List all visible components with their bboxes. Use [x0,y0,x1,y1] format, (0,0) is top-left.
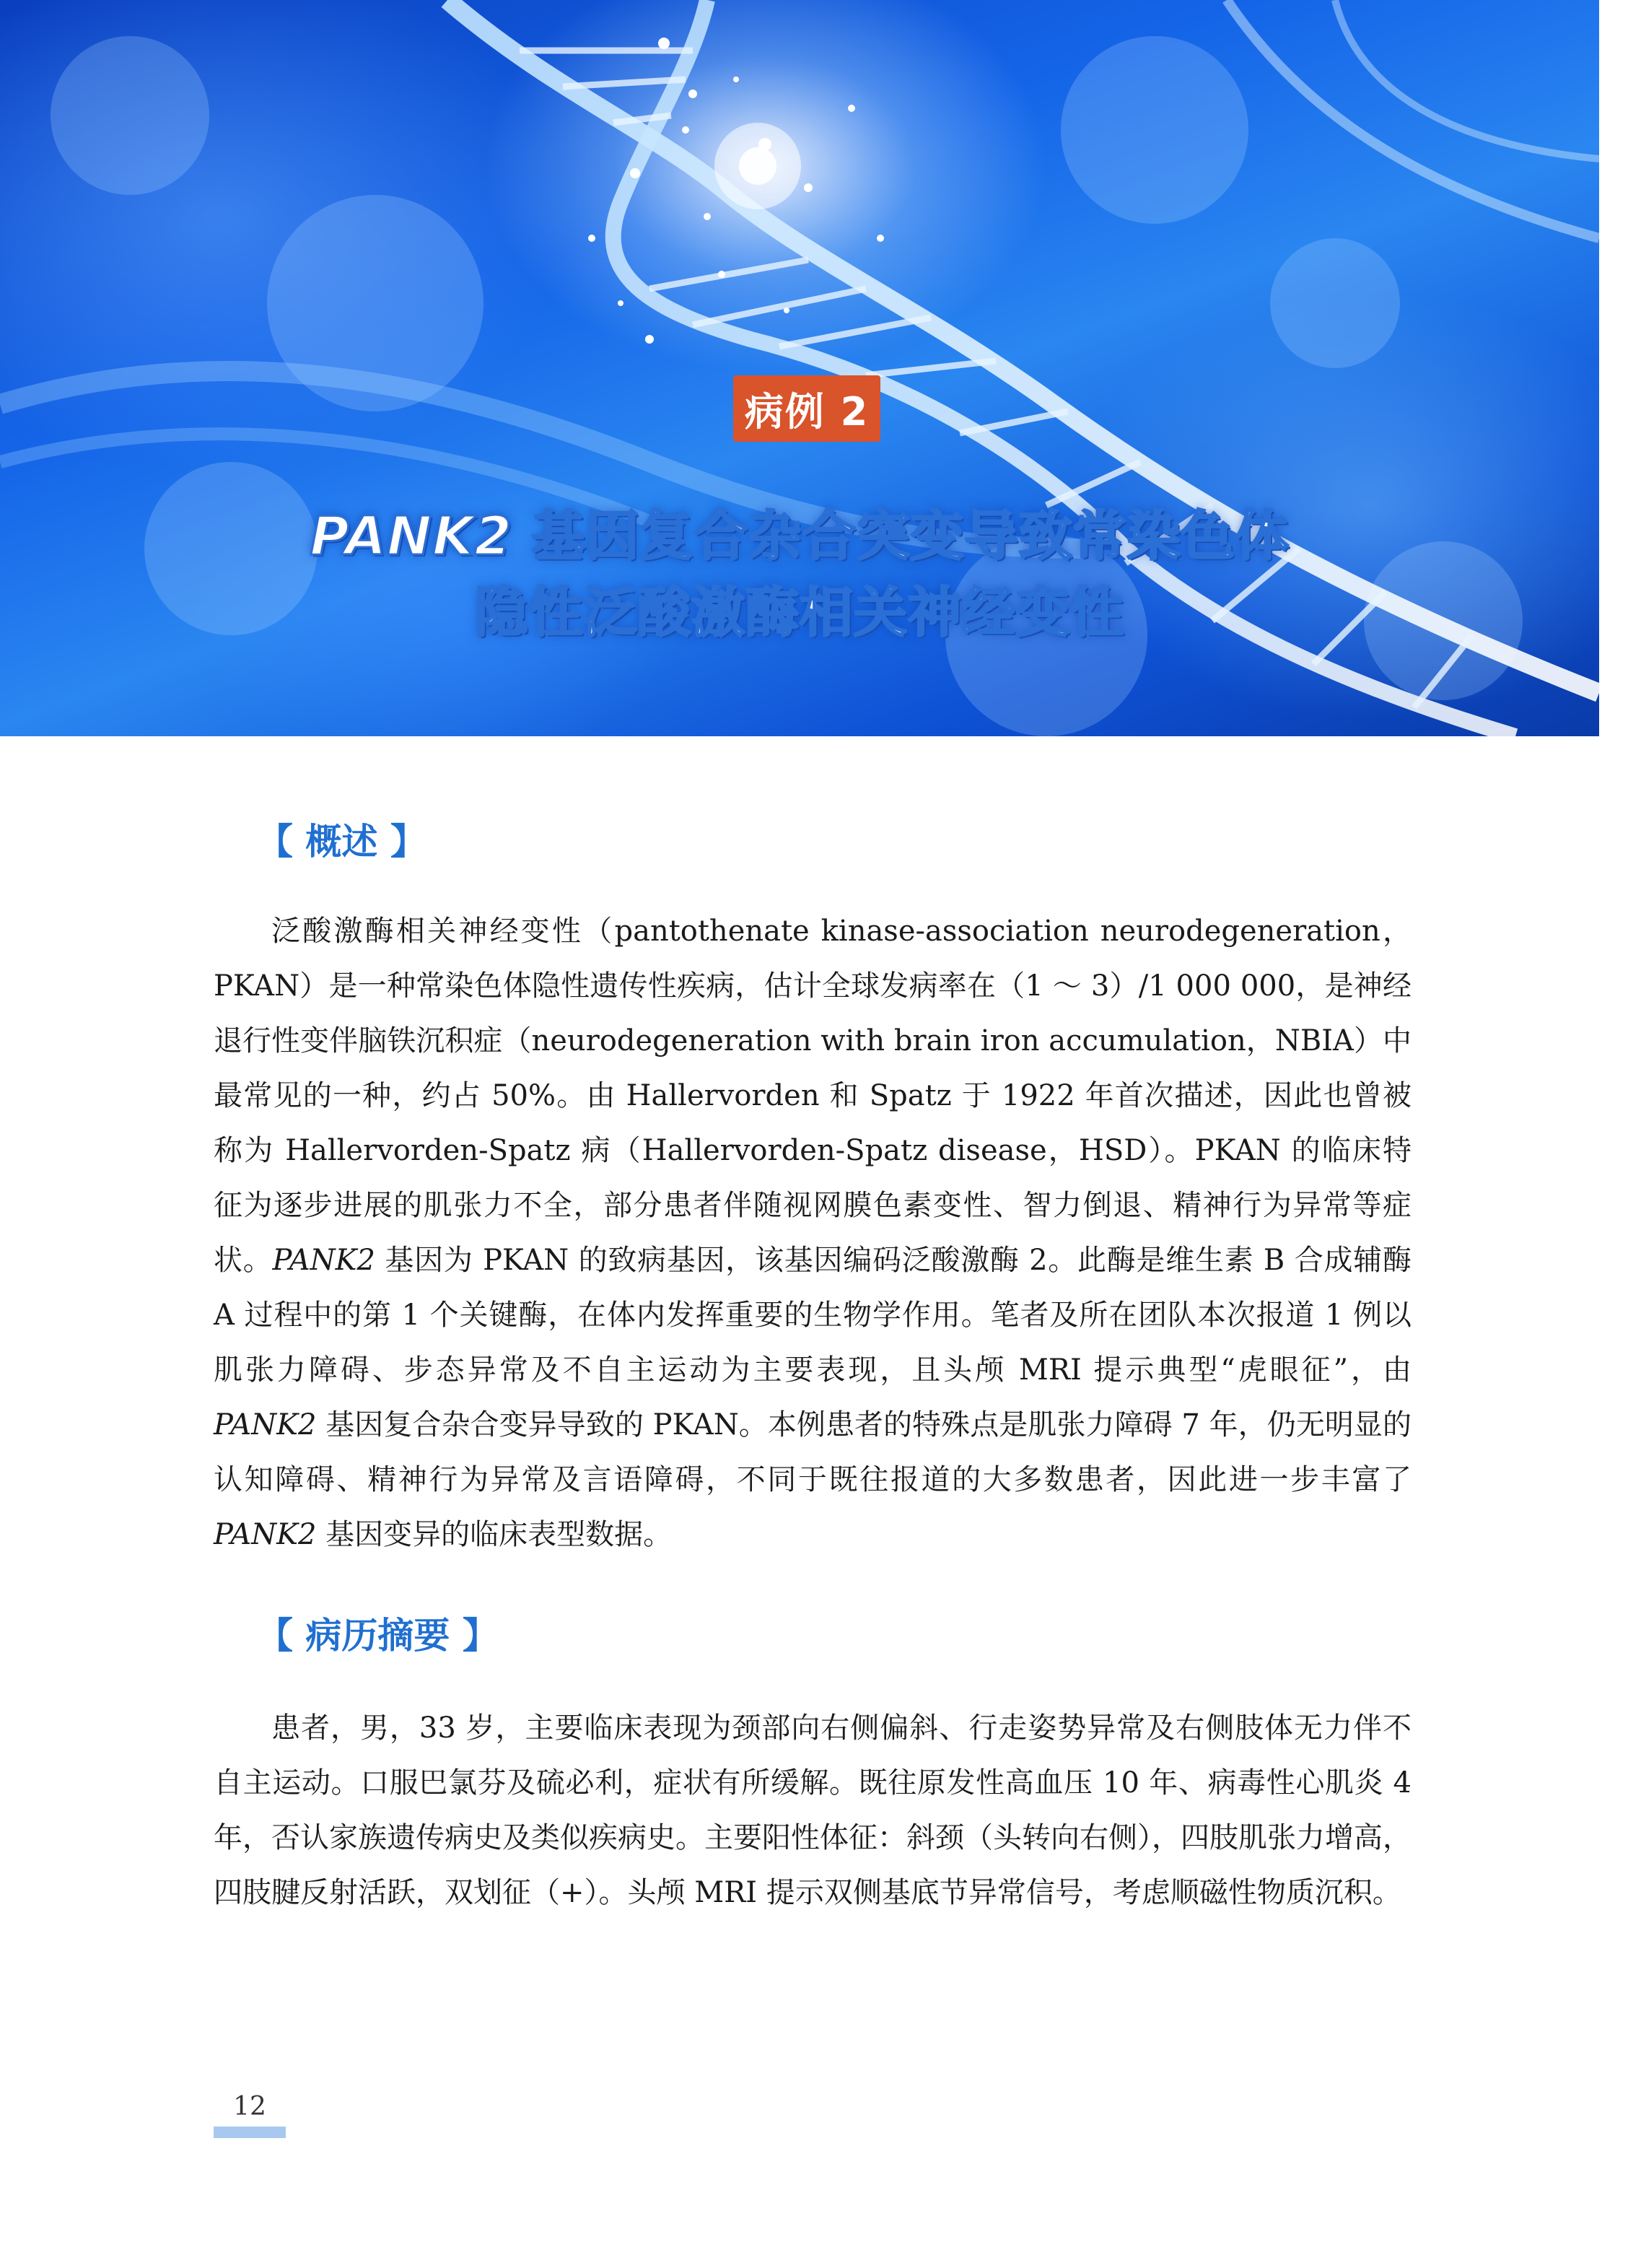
gene-name-italic: PANK2 [272,1244,375,1277]
header-banner [0,0,1599,736]
section-heading-case-summary: 【 病历摘要 】 [257,1614,499,1657]
paragraph-text-run: 基因复合杂合变异导致的 PKAN。本例患者的特殊点是肌张力障碍 7 年，仍无明显的认知障碍、精神行为异常及言语障碍，不同于既往报道的大多数患者，因此进一步丰富了 [214,1408,1412,1496]
paragraph-text-run: 基因变异的临床表型数据。 [316,1518,673,1551]
article-title-line2: 隐性泛酸激酶相关神经变性 [475,582,1124,644]
title-gene-name: PANK2 [310,505,512,567]
page-number: 12 [233,2092,266,2121]
page-number-bar [214,2127,286,2138]
case-number-badge: 病例 2 [733,375,880,442]
case-summary-paragraph [214,1701,1412,1920]
paragraph-text-run: 患者，男，33 岁，主要临床表现为颈部向右侧偏斜、行走姿势异常及右侧肢体无力伴不自主运动。口服巴氯芬及硫必利，症状有所缓解。既往原发性高血压 10 年、病毒性心肌炎 4 年，否认家族遗传病史及类似疾病史。主要阳性体征：斜颈（头转向右侧），四肢肌张力增高，四肢腱反射活跃，双划征（+）。头颅 MRI 提示双侧基底节异常信号，考虑顺磁性物质沉积。 [214,1711,1412,1909]
gene-name-italic: PANK2 [214,1408,317,1442]
section-heading-overview: 【 概述 】 [257,820,426,863]
overview-paragraph [214,904,1412,1562]
gene-name-italic: PANK2 [214,1518,317,1551]
article-title-line1 [0,494,1599,570]
paragraph-text-run: 基因为 PKAN 的致病基因，该基因编码泛酸激酶 2。此酶是维生素 B 合成辅酶 A 过程中的第 1 个关键酶，在体内发挥重要的生物学作用。笔者及所在团队本次报道 1 例以肌张力障碍、步态异常及不自主运动为主要表现，且头颅 MRI 提示典型“虎眼征”，由 [214,1244,1412,1387]
paragraph-text-run: 泛酸激酶相关神经变性（pantothenate kinase-association neurodegeneration，PKAN）是一种常染色体隐性遗传性疾病，估计全球发病率在（1 ～ 3）/1 000 000，是神经退行性变伴脑铁沉积症（neurodegeneration with brain iron accumulation，NBIA）中最常见的一种，约占 50%。由 Hallervorden 和 Spatz 于 1922 年首次描述，因此也曾被称为 Hallervorden-Spatz 病（Hallervorden-Spatz disease，HSD）。PKAN 的临床特征为逐步进展的肌张力不全，部分患者伴随视网膜色素变性、智力倒退、精神行为异常等症状。 [214,915,1412,1277]
title-line1-text: 基因复合杂合突变导致常染色体 [512,505,1290,567]
